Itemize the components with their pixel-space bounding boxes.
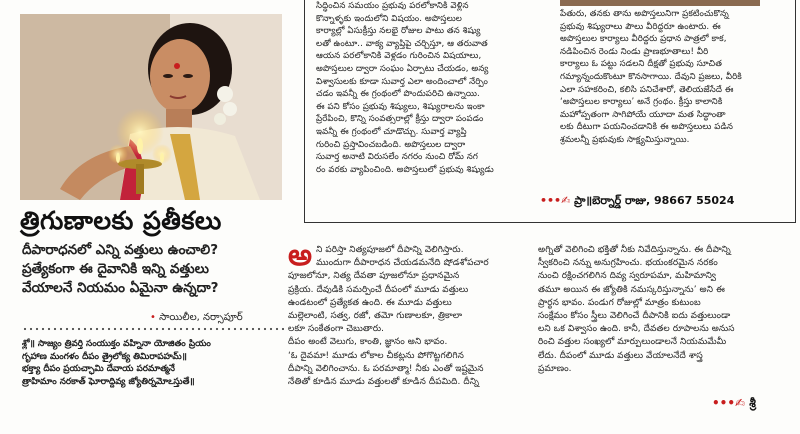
text-line: రించి వత్తుల సంఖ్యలో మార్పులుండాలనే నియమమేమీ [538,337,727,348]
text-line: సువార్త అనాటి విరుసలేం నగరం నుంచి రోమ్ నగ [316,152,478,163]
text-line: రం వరకు వ్యాపించింది. అపొస్తలులో ప్రభువు శిష్యుడు [316,164,494,175]
drop-cap: అ [288,244,313,273]
text-line: ప్రమాణం. [538,363,572,374]
sloka-block [22,338,284,388]
text-line: సంక్షేమం కోసం స్త్రీలు వెలిగించే దీపానికి ఐదు వత్తులుండా [538,311,731,322]
author-contact: ప్రా॥బెర్నార్డ్ రాజు, 98667 55024 [574,194,735,207]
text-line: లకు దీటుగా పయనించడానికి ఈ అపొస్తలులు పడిన [560,122,734,133]
answer-signature [712,396,756,413]
text-line: లేదు. దీపంలో మూడు వత్తులు వేయాలనేదే శాస్త్ర [538,350,703,361]
byline-bullet: • [150,312,156,323]
text-line: ప్రభువు శిష్యురాలు పౌలు వీరిద్దరూ ఉంటారు. ఈ [560,21,721,32]
question-line: వేయాలనే నియమం ఏమైనా ఉన్నదా? [22,280,219,296]
text-line: కొన్నాళ్ళకు ఇందులోని విషయం. అపొస్తలుల [316,13,462,24]
answer-column-1 [288,244,546,430]
text-line: అగ్నితో వెలిగించి భక్తితో నీకు నివేదిస్తున్నాను. ఈ దీపాన్ని [538,245,731,255]
question-line: దీపారాధనలో ఎన్ని వత్తులు ఉంచాలి? [22,242,219,258]
lamp-photo [20,14,282,200]
dotted-divider [22,327,284,331]
text-line: పూజలోనూ, నిత్య దేవతా పూజలోనూ ప్రధానమైన [288,271,460,282]
sloka-line: భక్త్యా దీపం ప్రయచ్ఛామి దేవాయ పరమాత్మనే [22,364,175,374]
sloka-line: త్రాహిమాం నరకాత్ ఘోరాద్దివ్య జ్యోతిర్నమోఽస్తుతే॥ [22,376,195,387]
text-line: ముందుగా దీపారాధన చేయడమనేది షోడశోపచార [316,258,489,269]
text-line: ఇవన్నీ ఈ గ్రంథంలో చూడొచ్చు. సువార్త వ్యాప్తి [316,126,467,137]
text-line: లతో ఉంటూ.. వాక్య వ్యాప్తిపై చర్చిస్తూ, ఆ తరువాత [316,38,488,49]
text-line: దీపం అంటే వెలుగు, కాంతి, జ్ఞానం అని భావం. [288,337,448,348]
pen-icon: •••✍ [712,396,746,410]
text-line: ప్రక్రియ. దేవుడికి సమర్పించే దీపంలో మూడు వత్తులు [288,284,469,295]
text-line: లకూ సంకేతంగా చెబుతారు. [288,324,385,335]
text-line: లని ఒక విశ్వాసం ఉంది. కానీ, దేవతల రూపాలను అనుస [538,324,735,335]
text-line: నేతితో కూడిన మూడు వత్తులతో కూడిన దీపమిది. దీన్ని [288,377,480,388]
text-line: విశ్వాసులకు కూడా సువార్త ఎలా అందించాలో నేర్పిం [316,76,488,87]
woman-with-lamp-illustration [20,14,282,200]
text-line: ఉండటంలో ప్రత్యేకత ఉంది. ఈ మూడు వత్తులు [288,297,452,308]
byline-name: సాయిలీల, నర్సాపూర్ [159,312,243,323]
text-line: నుంచి రక్షించగలిగిన దివ్య స్వరూపమా, మహిమాన్వి [538,271,717,282]
question-byline [150,311,243,325]
top-middle-column [316,0,554,190]
text-line: గురించి ప్రస్తావించబడింది. అపొస్తలుల ద్వారా [316,139,466,150]
text-line: శ్రమలన్నీ ప్రభువుకు సాక్ష్యమిస్తున్నాయి. [560,134,690,145]
text-line: కార్యాలు ఓ పట్టు సడలని దీక్షతో ప్రభువు సూచిత [560,59,723,70]
text-line: ‘ఓ దైవమా! మూడు లోకాల చీకట్లను పోగొట్టగలిగిన [288,350,464,361]
text-line: ప్రేరేపించి, కొన్ని సంవత్సరాల్లో క్రీస్తు ద్వారా పంపడం [316,114,484,125]
text-line: స్వీకరించి నన్ను అనుగ్రహించు. భయంకరమైన నరకం [538,258,718,269]
text-line: గమ్యాన్నందుకొంటూ కొనసాగాయి. దేవుని ప్రజలు, వీరికి [560,71,742,82]
text-line: ఈ పని కోసం ప్రభువు శిష్యులు, శిష్యురాలను ఇంకా [316,101,485,112]
author-initial: శ్రీ [749,396,756,410]
text-line: అపొస్తలుల ద్వారా సంఘం ఏర్పాటు చేయడం, అన్య [316,63,489,74]
text-line: దీపాన్ని వెలిగించాను. ఓ పరమాత్మా! నీకు ఎంతో ఇష్టమైన [288,363,484,374]
text-line: ప్రార్థన భావం. పండుగ రోజుల్లో మాత్రం కుటుంబ [538,297,701,308]
answer-column-2 [538,244,788,394]
reader-question [22,241,284,298]
text-line: ఎలా సహకరించి, కలిసి పనిచేశారో, తెలియజేసేదే ఈ [560,84,734,95]
article-headline: త్రిగుణాలకు ప్రతీకలు [20,206,222,235]
top-right-column [560,8,788,188]
question-line: ప్రత్యేకంగా ఈ దైవానికి ఇన్ని వత్తులు [22,261,209,277]
text-line: చడం ఇవన్నీ ఈ గ్రంథంలో పొందుపరిచి ఉన్నాయి. [316,89,480,100]
text-line: ఆయన పరలోకానికి వెళ్లడం గురించిన విషయాలు, [316,51,482,62]
text-line: అపొస్తలుల కార్యాలు వీరిద్దరు ప్రధాన పాత్రలో కాక, [560,34,727,45]
text-line: మహోప్పతంగా సాగిపోయే యూదా మత సిద్ధాంతా [560,109,726,120]
text-line: ‘అపొస్తలుల కార్యాలు’ అనే గ్రంథం. క్రీస్తు కాలానికి [560,97,723,108]
text-line: కార్యాల్లో ఏసుక్రీస్తు నలభై రోజుల పాటు తన శిష్యు [316,26,481,37]
sloka-line: శ్లో॥ సాజ్యం త్రివర్తి సంయుక్తం వహ్నినా యోజితం ప్రియం [22,339,211,349]
top-article-signature [540,194,734,210]
text-line: పేతురు, తనకు తాను అపొస్తలునిగా ప్రకటించుకొన్న [560,9,729,19]
top-photo-strip [560,0,760,6]
pen-icon: •••✍ [540,194,571,207]
text-line: తమూ అయిన ఈ జ్యోతికి నమస్కరిస్తున్నాను’ అని ఈ [538,284,725,295]
text-line: మల్లెలాంటి, సత్వ, రజో, తమో గుణాలకూ, త్రికాలా [288,311,463,322]
sloka-line: గృహాణ మంగళం దీపం త్రైలోక్య తిమిరాపహమ్॥ [22,351,187,362]
text-line: నడిపించిన రెండు నిండు ప్రాణభూతాలు! వీరి [560,46,709,57]
text-line: సిద్ధించిన సమయం ప్రభువు పరలోకానికి వెళ్లిన [316,1,469,11]
text-line: ని పరిస్తా నిత్యపూజలో దీపాన్ని వెలిగిస్తారు. [316,245,464,255]
